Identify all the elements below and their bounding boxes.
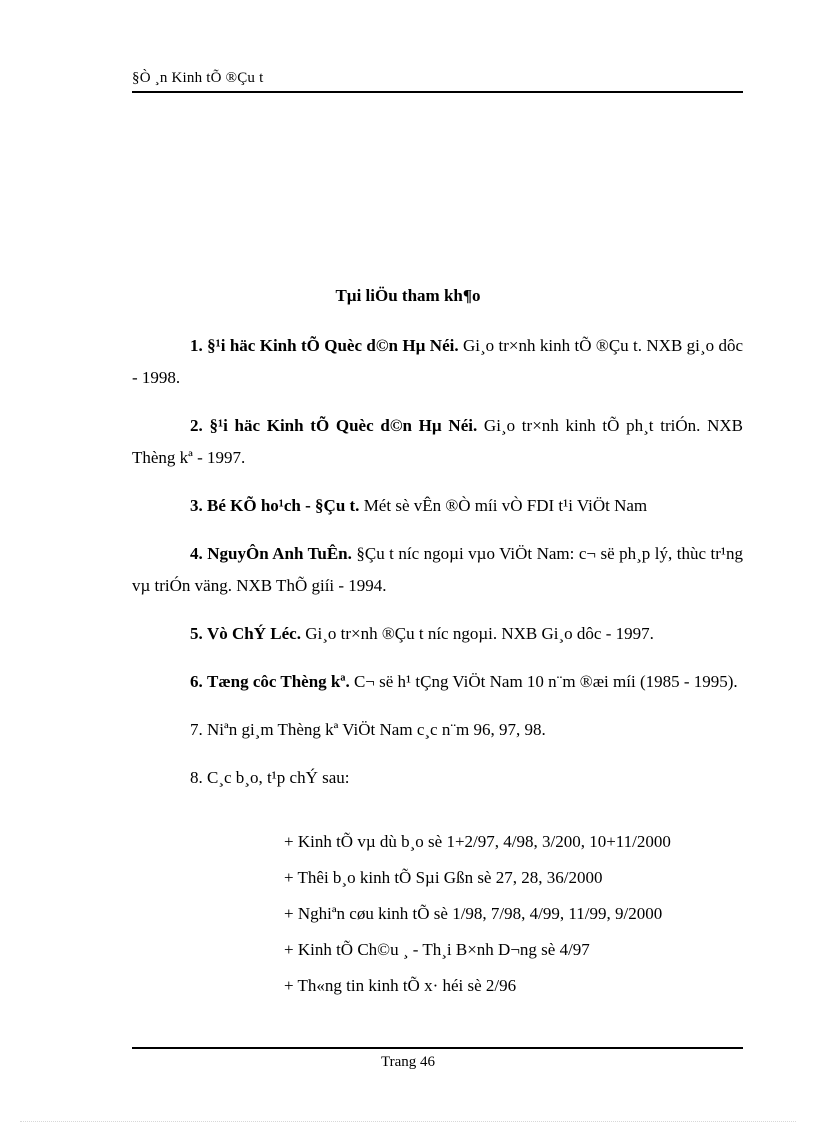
reference-author-separator: . xyxy=(347,544,352,563)
page-number: Trang 46 xyxy=(380,1054,436,1070)
reference-number: 2. xyxy=(190,416,203,435)
reference-author: Vò ChÝ Léc. xyxy=(207,624,301,643)
reference-number: 5. xyxy=(190,624,203,643)
reference-number: 4. xyxy=(190,544,203,563)
reference-author: Tæng côc Thèng kª. xyxy=(207,672,350,691)
footer-divider xyxy=(132,1047,743,1049)
reference-details: Mét sè vÊn ®Ò míi vÒ FDI t¹i ViÖt Nam xyxy=(359,496,648,515)
reference-details: Gi¸o tr×nh kinh tÕ ph¸t triÓn. NXB Thèng kª - 1997. xyxy=(132,416,743,467)
reference-author: §¹i häc Kinh tÕ Quèc d©n Hµ Néi. xyxy=(209,416,478,435)
periodical-item: + Kinh tÕ vµ dù b¸o sè 1+2/97, 4/98, 3/200, 10+11/2000 xyxy=(284,832,671,851)
reference-item xyxy=(132,714,743,746)
reference-details: Gi¸o tr×nh ®Çu t níc ngoµi. NXB Gi¸o dôc - 1997. xyxy=(300,624,654,643)
reference-item xyxy=(132,618,743,650)
document-title: Tµi liÖu tham kh¶o xyxy=(335,286,481,305)
periodical-list xyxy=(284,828,671,1008)
reference-item xyxy=(132,410,743,474)
reference-details: C¬ së h¹ tÇng ViÖt Nam 10 n¨m ®æi míi (1985 - 1995). xyxy=(349,672,738,691)
reference-details: §Çu t níc ngoµi vµo ViÖt Nam: c¬ së ph¸p lý, thùc tr¹ng vµ triÓn väng. NXB ThÕ giíi - 1994. xyxy=(132,544,743,595)
periodical-item: + Kinh tÕ Ch©u ¸ - Th¸i B×nh D¬ng sè 4/97 xyxy=(284,940,590,959)
reference-details: Niªn gi¸m Thèng kª ViÖt Nam c¸c n¨m 96, 97, 98. xyxy=(202,720,546,739)
page-edge-divider xyxy=(20,1121,796,1122)
reference-author: Bé KÕ ho¹ch - §Çu t. xyxy=(207,496,360,515)
periodical-item: + Th«ng tin kinh tÕ x· héi sè 2/96 xyxy=(284,976,517,995)
reference-item xyxy=(132,490,743,522)
header-divider xyxy=(132,91,743,93)
reference-item xyxy=(132,762,743,794)
reference-number: 1. xyxy=(190,336,203,355)
reference-number: 6. xyxy=(190,672,203,691)
periodical-item: + Nghiªn cøu kinh tÕ sè 1/98, 7/98, 4/99, 11/99, 9/2000 xyxy=(284,904,663,923)
reference-details: C¸c b¸o, t¹p chÝ sau: xyxy=(202,768,350,787)
reference-item xyxy=(132,538,743,602)
reference-author-separator: . xyxy=(454,336,459,355)
reference-item xyxy=(132,666,743,698)
reference-number: 7. xyxy=(190,720,203,739)
reference-list xyxy=(132,330,743,810)
reference-details: Gi¸o tr×nh kinh tÕ ®Çu t. NXB gi¸o dôc - 1998. xyxy=(132,336,743,387)
reference-number: 8. xyxy=(190,768,203,787)
periodical-item: + Thêi b¸o kinh tÕ Sµi Gßn sè 27, 28, 36/2000 xyxy=(284,868,603,887)
reference-author: NguyÔn Anh TuÊn xyxy=(207,544,348,563)
reference-author: §¹i häc Kinh tÕ Quèc d©n Hµ Néi xyxy=(207,336,455,355)
reference-number: 3. xyxy=(190,496,203,515)
reference-item xyxy=(132,330,743,394)
page-header: §Ò ¸n Kinh tÕ ®Çu t xyxy=(132,70,264,86)
